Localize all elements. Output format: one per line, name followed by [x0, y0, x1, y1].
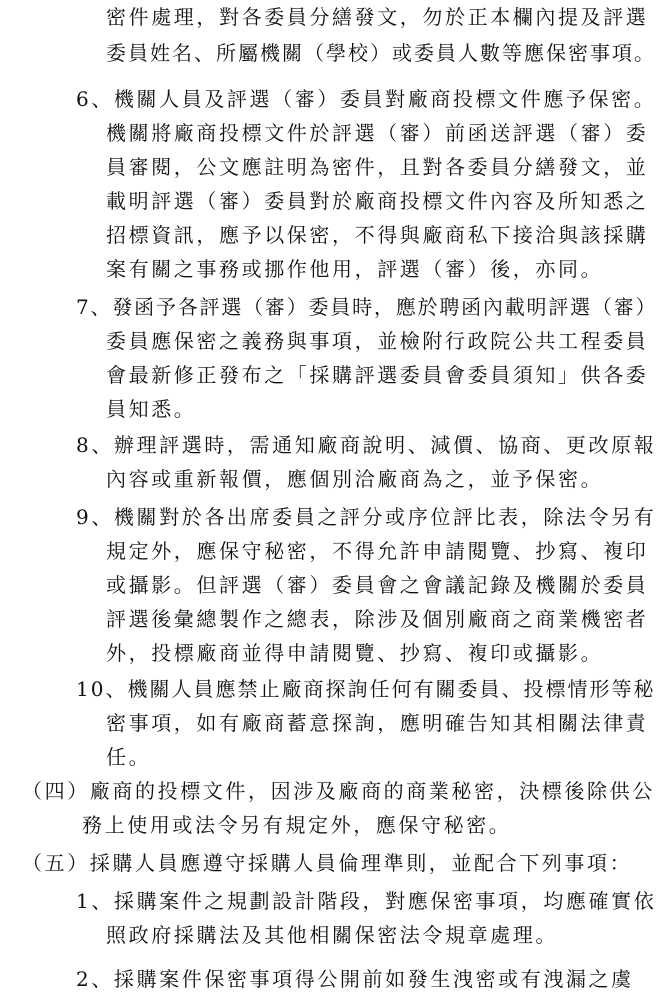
section-item-5: （五）採購人員應遵守採購人員倫理準則，並配合下列事項： [22, 851, 633, 875]
list-item-1: 1、採購案件之規劃設計階段，對應保密事項，均應確實依 [76, 889, 657, 913]
text-line: 內容或重新報價，應個別洽廠商為之，並予保密。 [106, 467, 604, 491]
text-line: 招標資訊，應予以保密，不得與廠商私下接洽與該採購 [106, 223, 649, 247]
section-item-4: （四）廠商的投標文件，因涉及廠商的商業秘密，決標後除供公 [22, 779, 655, 803]
text-line: 外，投標廠商並得申請閱覽、抄寫、複印或攝影。 [106, 641, 604, 665]
list-item-2: 2、採購案件保密事項得公開前如發生洩密或有洩漏之虞 [76, 967, 634, 991]
text-line: 密事項，如有廠商蓄意探詢，應明確告知其相關法律責 [106, 711, 649, 735]
text-line: 委員姓名、所屬機關（學校）或委員人數等應保密事項。 [106, 41, 656, 65]
text-line: 載明評選（審）委員對於廠商投標文件內容及所知悉之 [106, 189, 649, 213]
text-line: 委員應保密之義務與事項，並檢附行政院公共工程委員 [106, 329, 649, 353]
text-line: 會最新修正發布之「採購評選委員會委員須知」供各委 [106, 363, 649, 387]
text-line: 評選後彙總製作之總表，除涉及個別廠商之商業機密者 [106, 607, 649, 631]
list-item-10: 10、機關人員應禁止廠商探詢任何有關委員、投標情形等秘 [76, 677, 656, 701]
text-line: 機關將廠商投標文件於評選（審）前函送評選（審）委 [106, 121, 649, 145]
list-item-9: 9、機關對於各出席委員之評分或序位評比表，除法令另有 [76, 505, 657, 529]
text-line: 密件處理，對各委員分繕發文，勿於正本欄內提及評選 [106, 5, 649, 29]
list-item-7: 7、發函予各評選（審）委員時，應於聘函內載明評選（審） [76, 295, 658, 319]
text-line: 員知悉。 [106, 397, 197, 421]
list-item-6: 6、機關人員及評選（審）委員對廠商投標文件應予保密。 [76, 87, 657, 111]
text-line: 或攝影。但評選（審）委員會之會議記錄及機關於委員 [106, 573, 649, 597]
text-line: 照政府採購法及其他相關保密法令規章處理。 [106, 923, 558, 947]
text-line: 規定外，應保守秘密，不得允許申請閱覽、抄寫、複印 [106, 539, 649, 563]
text-line: 務上使用或法令另有規定外，應保守秘密。 [82, 813, 512, 837]
text-line: 任。 [106, 745, 152, 769]
text-line: 案有關之事務或挪作他用，評選（審）後，亦同。 [106, 257, 604, 281]
list-item-8: 8、辦理評選時，需通知廠商說明、減價、協商、更改原報 [76, 433, 657, 457]
text-line: 員審閱，公文應註明為密件，且對各委員分繕發文，並 [106, 155, 649, 179]
